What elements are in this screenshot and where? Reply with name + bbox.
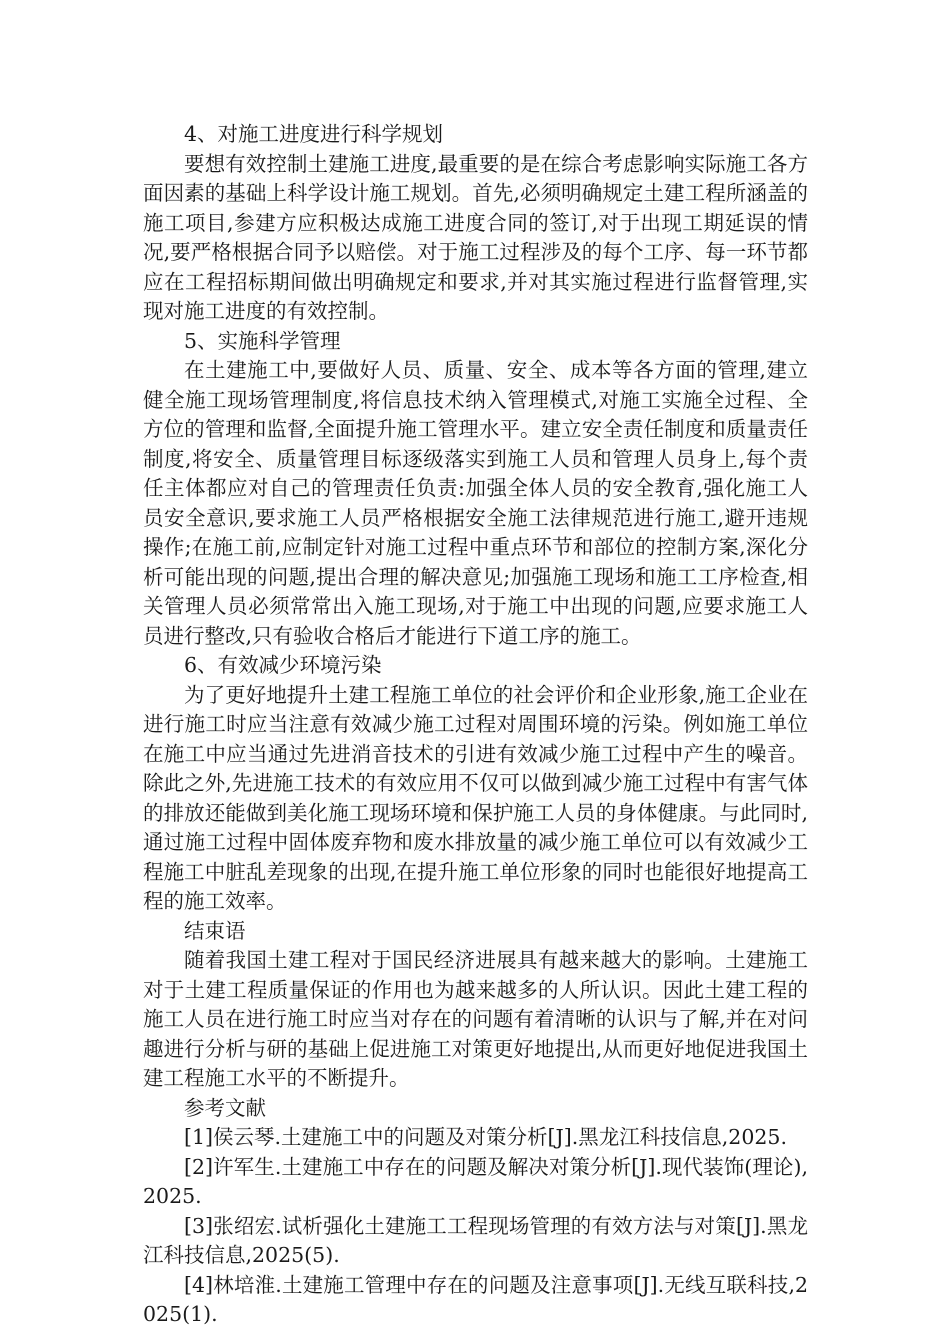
paragraph-management: 在土建施工中,要做好人员、质量、安全、成本等各方面的管理,建立健全施工现场管理制度,将信息技术纳入管理模式,对施工实施全过程、全方位的管理和监督,全面提升施工管理水平。建立安全责任制度和质量责任制度,将安全、质量管理目标逐级落实到施工人员和管理人员身上,每个责任主体都应对自己的管理责任负责:加强全体人员的安全教育,强化施工人员安全意识,要求施工人员严格根据安全施工法律规范进行施工,避开违规操作;在施工前,应制定针对施工过程中重点环节和部位的控制方案,深化分析可能出现的问题,提出合理的解决意见;加强施工现场和施工工序检查,相关管理人员必须常常出入施工现场,对于施工中出现的问题,应要求施工人员进行整改,只有验收合格后才能进行下道工序的施工。 — [143, 358, 808, 648]
section-heading-references: 参考文献 — [184, 1095, 266, 1120]
section-heading-schedule: 4、对施工进度进行科学规划 — [184, 122, 444, 146]
reference-item-3: [3]张绍宏.试析强化土建施工工程现场管理的有效方法与对策[J].黑龙江科技信息,2025(5). — [143, 1213, 808, 1267]
reference-item-1: [1]侯云琴.土建施工中的问题及对策分析[J].黑龙江科技信息,2025. — [184, 1125, 787, 1149]
reference-item-2: [2]许军生.土建施工中存在的问题及解决对策分析[J].现代装饰(理论),2025. — [143, 1154, 808, 1208]
paragraph-environment: 为了更好地提升土建工程施工单位的社会评价和企业形象,施工企业在进行施工时应当注意有效减少施工过程对周围环境的污染。例如施工单位在施工中应当通过先进消音技术的引进有效减少施工过程中产生的噪音。除此之外,先进施工技术的有效应用不仅可以做到减少施工过程中有害气体的排放还能做到美化施工现场环境和保护施工人员的身体健康。与此同时,通过施工过程中固体废弃物和废水排放量的减少施工单位可以有效减少工程施工中脏乱差现象的出现,在提升施工单位形象的同时也能很好地提高工程的施工效率。 — [143, 682, 808, 913]
section-heading-conclusion: 结束语 — [184, 918, 246, 943]
reference-item-4: [4]林培淮.土建施工管理中存在的问题及注意事项[J].无线互联科技,2025(1). — [143, 1272, 808, 1326]
paragraph-conclusion: 随着我国土建工程对于国民经济进展具有越来越大的影响。土建施工对于土建工程质量保证的作用也为越来越多的人所认识。因此土建工程的施工人员在进行施工时应当对存在的问题有着清晰的认识与了解,并在对问趣进行分析与研的基础上促进施工对策更好地提出,从而更好地促进我国土建工程施工水平的不断提升。 — [143, 948, 808, 1090]
section-heading-environment: 6、有效减少环境污染 — [184, 653, 382, 677]
document-body — [143, 120, 808, 1330]
section-heading-management: 5、实施科学管理 — [184, 328, 341, 353]
paragraph-schedule: 要想有效控制土建施工进度,最重要的是在综合考虑影响实际施工各方面因素的基础上科学设计施工规划。首先,必须明确规定土建工程所涵盖的施工项目,参建方应积极达成施工进度合同的签订,对于出现工期延误的情况,要严格根据合同予以赔偿。对于施工过程涉及的每个工序、每一环节都应在工程招标期间做出明确规定和要求,并对其实施过程进行监督管理,实现对施工进度的有效控制。 — [143, 151, 808, 323]
